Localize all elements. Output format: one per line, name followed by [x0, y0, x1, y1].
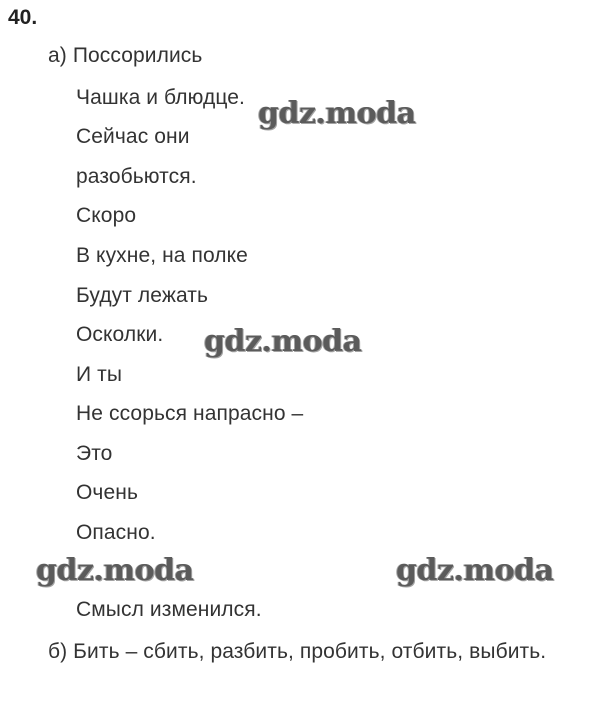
- part-a-conclusion: Смысл изменился.: [76, 598, 262, 621]
- poem-line: Осколки.: [76, 323, 164, 346]
- part-b-label: б): [48, 640, 68, 663]
- poem-line: Скоро: [76, 204, 137, 227]
- poem-line: Не ссорься напрасно –: [76, 402, 304, 425]
- poem-line: И ты: [76, 363, 123, 386]
- poem-line: Очень: [76, 481, 138, 504]
- poem-line: Поссорились: [72, 44, 203, 67]
- watermark: gdz.moda: [204, 324, 362, 359]
- poem-line: Будут лежать: [76, 284, 209, 307]
- part-a-first-line: [48, 44, 202, 68]
- task-number: 40.: [8, 6, 38, 29]
- poem-line: Это: [76, 442, 113, 465]
- poem-line: Чашка и блюдце.: [76, 86, 245, 109]
- watermark: gdz.moda: [258, 96, 416, 131]
- part-a-label: а): [48, 44, 67, 67]
- poem-line: Сейчас они: [76, 125, 190, 148]
- part-b-line: [48, 640, 546, 664]
- poem-line: В кухне, на полке: [76, 244, 248, 267]
- poem-line: Опасно.: [76, 521, 156, 544]
- poem-line: разобьются.: [76, 165, 197, 188]
- watermark: gdz.moda: [396, 553, 554, 588]
- watermark: gdz.moda: [36, 553, 194, 588]
- part-b-text: Бить – сбить, разбить, пробить, отбить, выбить.: [73, 640, 547, 663]
